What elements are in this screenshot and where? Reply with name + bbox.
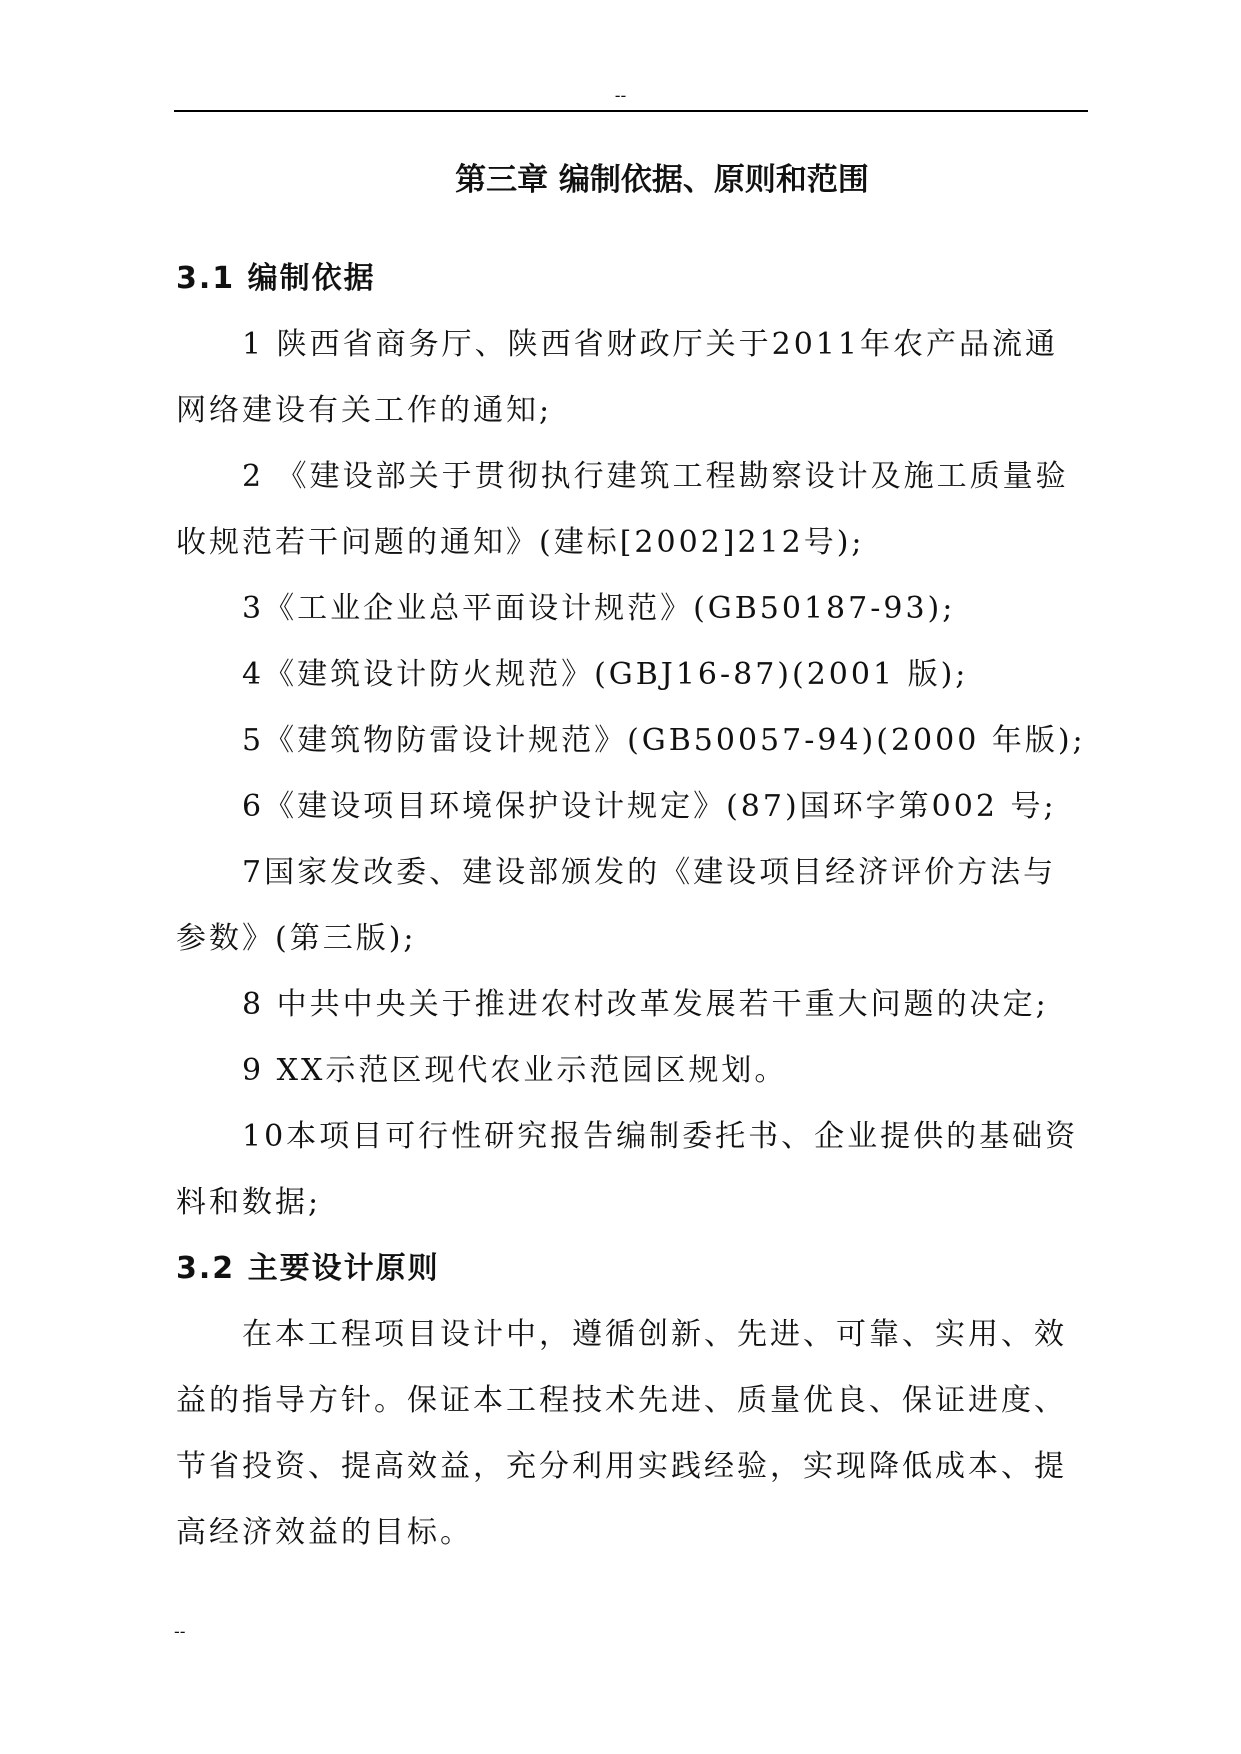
page-header-mark: -- [614,86,627,105]
section-heading-3-2: 3.2 主要设计原则 [176,1251,440,1286]
basis-item-4: 4《建筑设计防火规范》(GBJ16-87)(2001 版); [242,657,969,692]
basis-item-7: 7国家发改委、建设部颁发的《建设项目经济评价方法与参数》(第三版); [176,855,1057,956]
chapter-title: 第三章 编制依据、原则和范围 [455,162,869,198]
basis-item-5: 5《建筑物防雷设计规范》(GB50057-94)(2000 年版); [242,723,1086,758]
document-body [176,246,1086,1566]
basis-item-3: 3《工业企业总平面设计规范》(GB50187-93); [242,591,956,626]
basis-item-1: 1 陕西省商务厅、陕西省财政厅关于2011年农产品流通网络建设有关工作的通知; [176,327,1058,428]
basis-item-2: 2 《建设部关于贯彻执行建筑工程勘察设计及施工质量验收规范若干问题的通知》(建标[2002]212号); [176,459,1069,560]
basis-item-10: 10本项目可行性研究报告编制委托书、企业提供的基础资料和数据; [176,1119,1079,1220]
basis-item-8: 8 中共中央关于推进农村改革发展若干重大问题的决定; [242,987,1049,1022]
basis-item-6: 6《建设项目环境保护设计规定》(87)国环字第002 号; [242,789,1057,824]
page-footer-mark: -- [174,1622,186,1641]
basis-item-9: 9 XX示范区现代农业示范园区规划。 [242,1053,788,1088]
design-principle-paragraph: 在本工程项目设计中，遵循创新、先进、可靠、实用、效益的指导方针。保证本工程技术先进、质量优良、保证进度、节省投资、提高效益，充分利用实践经验，实现降低成本、提高经济效益的目标。 [176,1317,1067,1550]
header-rule [174,110,1088,112]
section-heading-3-1: 3.1 编制依据 [176,261,376,296]
